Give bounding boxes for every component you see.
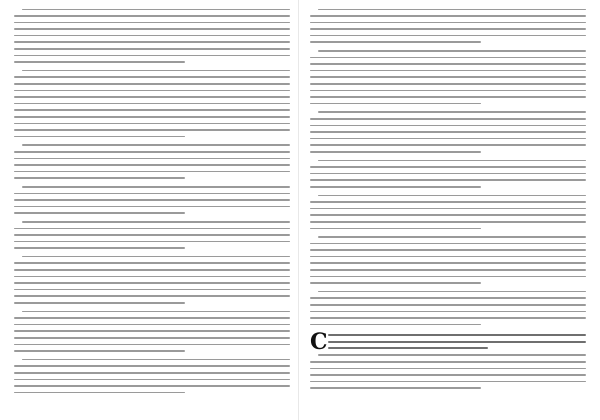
text-line-placeholder bbox=[310, 109, 586, 116]
section-body bbox=[310, 352, 586, 392]
paragraph bbox=[310, 234, 586, 287]
text-line-placeholder bbox=[14, 107, 290, 114]
text-line-placeholder bbox=[310, 273, 586, 280]
text-line-placeholder bbox=[310, 212, 586, 219]
text-line-placeholder bbox=[310, 157, 586, 164]
text-line-placeholder bbox=[310, 177, 586, 184]
text-line-placeholder bbox=[310, 129, 586, 136]
text-line-placeholder bbox=[310, 183, 586, 190]
text-line-placeholder bbox=[310, 74, 586, 81]
text-line-placeholder bbox=[14, 308, 290, 315]
text-line-placeholder bbox=[14, 190, 290, 197]
text-line-placeholder bbox=[14, 260, 290, 267]
text-line-placeholder bbox=[14, 19, 290, 26]
text-line-placeholder bbox=[14, 59, 290, 66]
text-line-placeholder bbox=[14, 245, 290, 252]
paragraph bbox=[310, 288, 586, 328]
drop-cap-letter: С bbox=[310, 328, 328, 355]
text-line-placeholder bbox=[14, 39, 290, 46]
paragraph bbox=[310, 157, 586, 190]
text-line-placeholder bbox=[14, 267, 290, 274]
text-line-placeholder bbox=[310, 247, 586, 254]
text-line-placeholder bbox=[14, 100, 290, 107]
text-line-placeholder bbox=[310, 352, 586, 359]
text-line-placeholder bbox=[310, 48, 586, 55]
text-line-placeholder bbox=[14, 148, 290, 155]
section-heading bbox=[328, 332, 586, 352]
text-line-placeholder bbox=[14, 74, 290, 81]
text-line-placeholder bbox=[14, 32, 290, 39]
paragraph bbox=[310, 192, 586, 232]
text-line-placeholder bbox=[14, 168, 290, 175]
text-line-placeholder bbox=[14, 225, 290, 232]
paragraph bbox=[310, 48, 586, 107]
right-page-text-column bbox=[310, 6, 586, 328]
text-line-placeholder bbox=[310, 288, 586, 295]
paragraph bbox=[310, 109, 586, 155]
text-line-placeholder bbox=[310, 240, 586, 247]
text-line-placeholder bbox=[310, 280, 586, 287]
text-line-placeholder bbox=[14, 114, 290, 121]
left-page-text-column bbox=[14, 6, 290, 396]
text-line-placeholder bbox=[310, 67, 586, 74]
text-line-placeholder bbox=[14, 376, 290, 383]
text-line-placeholder bbox=[14, 321, 290, 328]
right-page bbox=[310, 6, 586, 406]
text-line-placeholder bbox=[14, 369, 290, 376]
text-line-placeholder bbox=[310, 6, 586, 13]
heading-line-placeholder bbox=[328, 339, 586, 346]
text-line-placeholder bbox=[310, 32, 586, 39]
section-start bbox=[310, 328, 586, 355]
text-line-placeholder bbox=[310, 225, 586, 232]
text-line-placeholder bbox=[310, 94, 586, 101]
text-line-placeholder bbox=[310, 385, 586, 392]
text-line-placeholder bbox=[14, 253, 290, 260]
paragraph bbox=[310, 6, 586, 46]
text-line-placeholder bbox=[310, 205, 586, 212]
text-line-placeholder bbox=[310, 170, 586, 177]
paragraph bbox=[14, 142, 290, 182]
text-line-placeholder bbox=[310, 192, 586, 199]
paragraph bbox=[14, 356, 290, 396]
text-line-placeholder bbox=[310, 308, 586, 315]
text-line-placeholder bbox=[14, 81, 290, 88]
text-line-placeholder bbox=[14, 120, 290, 127]
text-line-placeholder bbox=[14, 183, 290, 190]
paragraph bbox=[14, 253, 290, 306]
text-line-placeholder bbox=[14, 363, 290, 370]
text-line-placeholder bbox=[14, 328, 290, 335]
text-line-placeholder bbox=[310, 87, 586, 94]
text-line-placeholder bbox=[14, 341, 290, 348]
paragraph bbox=[310, 352, 586, 392]
text-line-placeholder bbox=[14, 356, 290, 363]
text-line-placeholder bbox=[310, 61, 586, 68]
text-line-placeholder bbox=[310, 122, 586, 129]
text-line-placeholder bbox=[310, 359, 586, 366]
text-line-placeholder bbox=[310, 372, 586, 379]
text-line-placeholder bbox=[310, 164, 586, 171]
text-line-placeholder bbox=[310, 142, 586, 149]
text-line-placeholder bbox=[14, 280, 290, 287]
text-line-placeholder bbox=[14, 127, 290, 134]
text-line-placeholder bbox=[14, 142, 290, 149]
text-line-placeholder bbox=[14, 238, 290, 245]
paragraph bbox=[14, 308, 290, 354]
text-line-placeholder bbox=[14, 218, 290, 225]
text-line-placeholder bbox=[310, 378, 586, 385]
text-line-placeholder bbox=[310, 315, 586, 322]
text-line-placeholder bbox=[310, 81, 586, 88]
text-line-placeholder bbox=[310, 148, 586, 155]
text-line-placeholder bbox=[14, 162, 290, 169]
text-line-placeholder bbox=[14, 26, 290, 33]
text-line-placeholder bbox=[310, 199, 586, 206]
text-line-placeholder bbox=[14, 335, 290, 342]
text-line-placeholder bbox=[14, 210, 290, 217]
text-line-placeholder bbox=[310, 253, 586, 260]
text-line-placeholder bbox=[310, 100, 586, 107]
text-line-placeholder bbox=[14, 175, 290, 182]
text-line-placeholder bbox=[14, 300, 290, 307]
text-line-placeholder bbox=[14, 6, 290, 13]
paragraph bbox=[14, 67, 290, 140]
text-line-placeholder bbox=[14, 315, 290, 322]
paragraph bbox=[14, 218, 290, 251]
text-line-placeholder bbox=[310, 135, 586, 142]
text-line-placeholder bbox=[14, 273, 290, 280]
text-line-placeholder bbox=[310, 54, 586, 61]
text-line-placeholder bbox=[14, 197, 290, 204]
text-line-placeholder bbox=[14, 46, 290, 53]
text-line-placeholder bbox=[14, 87, 290, 94]
book-gutter bbox=[298, 0, 299, 420]
text-line-placeholder bbox=[14, 286, 290, 293]
heading-line-placeholder bbox=[328, 345, 586, 352]
text-line-placeholder bbox=[14, 94, 290, 101]
text-line-placeholder bbox=[14, 203, 290, 210]
text-line-placeholder bbox=[14, 232, 290, 239]
text-line-placeholder bbox=[14, 293, 290, 300]
text-line-placeholder bbox=[14, 348, 290, 355]
text-line-placeholder bbox=[310, 321, 586, 328]
text-line-placeholder bbox=[310, 260, 586, 267]
text-line-placeholder bbox=[14, 383, 290, 390]
text-line-placeholder bbox=[310, 19, 586, 26]
text-line-placeholder bbox=[310, 302, 586, 309]
text-line-placeholder bbox=[310, 218, 586, 225]
text-line-placeholder bbox=[14, 155, 290, 162]
text-line-placeholder bbox=[310, 39, 586, 46]
paragraph bbox=[14, 6, 290, 65]
text-line-placeholder bbox=[310, 234, 586, 241]
text-line-placeholder bbox=[310, 26, 586, 33]
text-line-placeholder bbox=[310, 116, 586, 123]
left-page bbox=[14, 6, 290, 406]
text-line-placeholder bbox=[14, 13, 290, 20]
text-line-placeholder bbox=[14, 389, 290, 396]
paragraph bbox=[14, 183, 290, 216]
text-line-placeholder bbox=[14, 67, 290, 74]
text-line-placeholder bbox=[14, 133, 290, 140]
heading-line-placeholder bbox=[328, 332, 586, 339]
text-line-placeholder bbox=[310, 365, 586, 372]
text-line-placeholder bbox=[310, 13, 586, 20]
text-line-placeholder bbox=[310, 267, 586, 274]
text-line-placeholder bbox=[310, 295, 586, 302]
text-line-placeholder bbox=[14, 52, 290, 59]
